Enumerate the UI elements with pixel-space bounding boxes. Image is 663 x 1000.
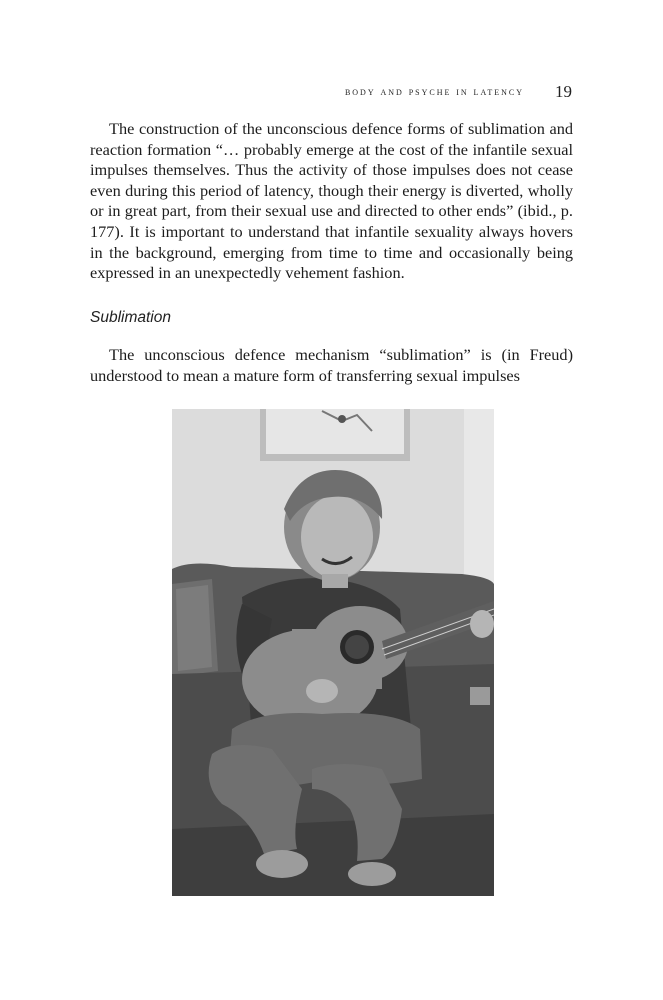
body-paragraph: The construction of the unconscious defence forms of sublimation and reaction formation “… probably emerge at the cost of the infantile sexual impulses themselves. Thus the activity of those impulses does not cease even during this period of latency, though their energy is diverted, wholly or in great part, from their sexual use and directed to other ends” (ibid., p. 177). It is important to understand that infantile sexuality always hovers in the background, emerging from time to time and occasionally being expressed in an unexpectedly vehement fashion. [90, 119, 573, 283]
body-paragraph: The unconscious defence mechanism “sublimation” is (in Freud) understood to mean a mature form of transferring sexual impulses [90, 345, 573, 385]
page-number: 19 [555, 82, 572, 101]
figure-photo [172, 409, 494, 896]
photo-boy-playing-guitar-icon [172, 409, 494, 896]
running-head-title: body and psyche in latency [344, 86, 524, 98]
section-heading: Sublimation [90, 309, 171, 326]
